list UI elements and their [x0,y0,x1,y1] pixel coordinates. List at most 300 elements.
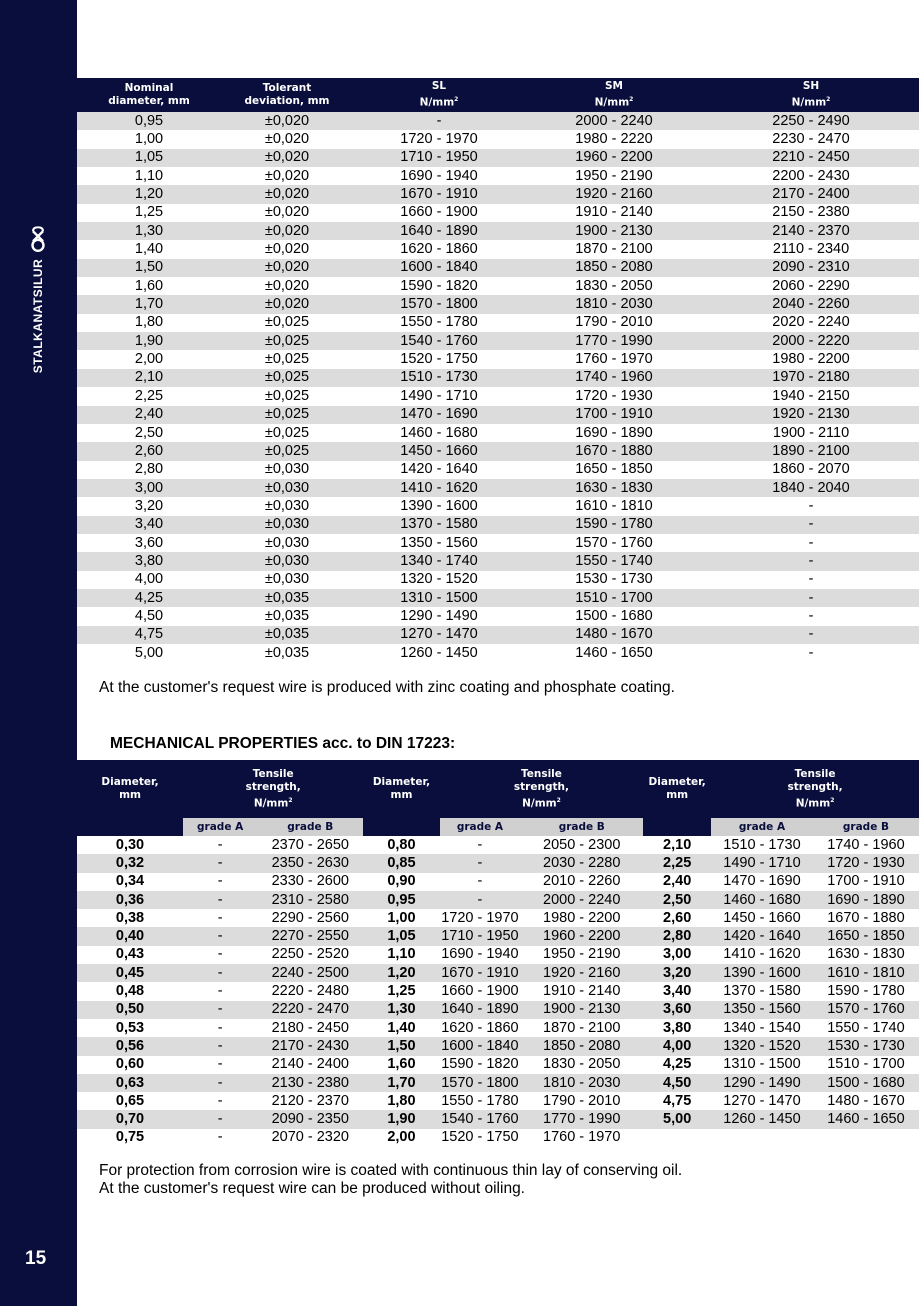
diameter-cell: 0,63 [77,1074,183,1092]
table-cell: ±0,025 [264,387,310,404]
table-row [77,1037,919,1055]
table-row [77,589,919,607]
strength-cell: 1290 - 1490 [711,1074,813,1092]
diameter-cell: 2,80 [643,927,711,945]
table-cell: 1900 - 2130 [525,222,703,240]
column-header [77,78,221,112]
table-cell: ±0,025 [221,442,353,460]
strength-cell: 2370 - 2650 [271,836,349,853]
strength-cell: 1720 - 1970 [441,909,519,926]
table-cell: ±0,020 [221,149,353,167]
table-cell: ±0,035 [264,607,310,624]
table-row [77,571,919,589]
strength-cell: 1600 - 1840 [441,1037,519,1054]
table-cell: ±0,020 [264,167,310,184]
strength-cell: - [217,1129,223,1146]
diameter-cell: 3,40 [663,983,692,1000]
table-cell: 3,60 [134,534,164,551]
table-cell: ±0,020 [264,204,310,221]
table-row [77,607,919,625]
grade-a-header: grade A [440,818,521,836]
strength-cell: 1310 - 1500 [723,1056,801,1073]
table-cell: 1740 - 1960 [525,369,703,387]
table-row [77,149,919,167]
strength-cell: 2120 - 2370 [271,1092,349,1109]
strength-cell: 1450 - 1660 [723,909,801,926]
column-header-line2 [77,95,221,108]
table-row [77,442,919,460]
table-row [77,406,919,424]
tensile-header-line1: Tensile [252,767,294,780]
table-cell: 1720 - 1930 [575,387,653,404]
strength-cell: - [183,1001,257,1019]
table-cell: - [703,626,919,644]
table-cell: 1450 - 1660 [353,442,525,460]
table-row [77,927,919,945]
strength-cell: 1510 - 1700 [827,1056,905,1073]
strength-cell: 1480 - 1670 [827,1092,905,1109]
strength-cell: 1980 - 2200 [543,909,621,926]
table-cell: - [808,534,814,551]
strength-cell: 2130 - 2380 [257,1074,363,1092]
diameter-cell: 0,56 [77,1037,183,1055]
strength-cell: 1690 - 1940 [441,946,519,963]
column-header-line2 [525,93,703,110]
table-cell: 2110 - 2340 [772,241,850,258]
diameter-cell: 0,45 [77,964,183,982]
strength-cell: 1630 - 1830 [827,946,905,963]
column-header-unit: N/mm [791,96,827,109]
table-cell: 2000 - 2240 [525,112,703,130]
table-row [77,1110,919,1128]
diameter-cell: 0,80 [387,836,416,853]
table-cell: 1980 - 2200 [772,351,850,368]
table-row [77,130,919,148]
tensile-header-line1: Tensile [520,767,562,780]
strength-cell: 1610 - 1810 [813,964,919,982]
tensile-header-line2: strength, [787,780,843,793]
sidebar [0,0,77,1306]
table-cell: ±0,035 [264,644,310,661]
tolerance-table [77,78,919,662]
strength-cell: - [477,873,483,890]
table-cell: 2,10 [77,369,221,387]
strength-cell: 1520 - 1750 [441,1129,519,1146]
section-title: MECHANICAL PROPERTIES acc. to DIN 17223: [110,735,456,752]
strength-cell: 1390 - 1600 [711,964,813,982]
diameter-cell: 0,36 [77,891,183,909]
strength-cell: - [183,891,257,909]
table-cell: 1830 - 2050 [575,277,653,294]
diameter-cell: 1,20 [363,964,439,982]
diameter-cell: 0,34 [115,873,145,890]
table-cell: 1860 - 2070 [772,461,850,478]
strength-cell: 1370 - 1580 [723,983,801,1000]
table-row [77,167,919,185]
table-cell: 2,60 [77,442,221,460]
strength-cell: 1530 - 1730 [813,1037,919,1055]
diameter-header-spacer [363,818,439,836]
strength-cell: 1490 - 1710 [711,854,813,872]
table-cell: 1940 - 2150 [772,387,850,404]
table-cell: ±0,025 [264,424,310,441]
tensile-header-line3 [183,794,363,811]
mechanical-properties-table [77,760,919,1147]
table-cell: ±0,020 [264,131,310,148]
strength-cell: 2010 - 2260 [543,873,621,890]
brand-logo-icon [30,227,46,253]
table-row [77,836,919,854]
table-cell: 4,75 [77,626,221,644]
diameter-cell: 0,38 [115,909,145,926]
table-row [77,891,919,909]
strength-cell: - [183,854,257,872]
diameter-cell: 4,25 [663,1056,692,1073]
table-cell: 1270 - 1470 [353,626,525,644]
strength-cell: 1590 - 1820 [441,1056,519,1073]
strength-cell: 1660 - 1900 [441,983,519,1000]
diameter-cell: 0,43 [115,946,145,963]
strength-cell: - [183,1074,257,1092]
strength-cell: 1810 - 2030 [520,1074,643,1092]
diameter-cell [643,1129,711,1147]
diameter-cell: 5,00 [643,1110,711,1128]
table-cell: ±0,030 [221,479,353,497]
table-row [77,516,919,534]
grade-a-header: grade A [711,818,813,836]
table-cell: 3,00 [77,479,221,497]
strength-cell: 1920 - 2160 [520,964,643,982]
table-cell: 1630 - 1830 [525,479,703,497]
table-row [77,1129,919,1147]
tensile-header-line1: Tensile [794,767,836,780]
strength-cell: 2350 - 2630 [257,854,363,872]
strength-cell: 1570 - 1800 [441,1074,519,1091]
table-cell: 1590 - 1780 [525,516,703,534]
table-cell: 1510 - 1700 [525,589,703,607]
table-row [77,1056,919,1074]
table-row [77,295,919,313]
table-cell: 1910 - 2140 [575,204,653,221]
strength-cell: - [217,1019,223,1036]
strength-cell: 2000 - 2240 [520,891,643,909]
table-cell: 1260 - 1450 [400,644,478,661]
strength-cell: 1460 - 1680 [711,891,813,909]
table-cell: 1590 - 1820 [400,277,478,294]
diameter-header-line2: mm [390,789,413,801]
strength-cell: 1270 - 1470 [723,1092,801,1109]
table-cell: 1710 - 1950 [353,149,525,167]
table-cell: 1540 - 1760 [353,332,525,350]
table-cell: 1,05 [77,149,221,167]
strength-cell: 2270 - 2550 [257,927,363,945]
coating-note: At the customer's request wire is produced with zinc coating and phosphate coating. [99,679,675,696]
strength-cell: 1700 - 1910 [827,873,905,890]
mechanical-table-header [77,760,919,818]
table-row [77,424,919,442]
grade-b-header: grade B [257,818,363,836]
table-cell: 1,60 [134,277,164,294]
table-cell: 0,95 [77,112,221,130]
table-cell: 2,50 [134,424,164,441]
strength-cell: 1420 - 1640 [711,927,813,945]
table-cell: 1,50 [77,259,221,277]
strength-cell: 1550 - 1780 [441,1092,519,1109]
table-row [77,222,919,240]
table-cell: 1290 - 1490 [400,607,478,624]
table-row [77,964,919,982]
table-cell: 1670 - 1910 [353,185,525,203]
table-row [77,644,919,662]
diameter-cell: 0,85 [363,854,439,872]
strength-cell: - [217,1092,223,1109]
table-cell: 2,25 [134,387,164,404]
diameter-cell: 1,05 [363,927,439,945]
table-cell: - [808,644,814,661]
table-cell: 2090 - 2310 [703,259,919,277]
strength-cell: 1620 - 1860 [441,1019,519,1036]
strength-cell: - [183,1110,257,1128]
table-cell: 2060 - 2290 [772,277,850,294]
diameter-cell: 4,00 [643,1037,711,1055]
diameter-cell: 1,60 [387,1056,416,1073]
diameter-cell: 2,00 [387,1129,416,1146]
diameter-cell: 0,90 [387,873,416,890]
table-row [77,240,919,258]
table-cell: ±0,020 [221,112,353,130]
table-row [77,479,919,497]
diameter-cell: 0,53 [115,1019,145,1036]
diameter-cell: 1,90 [363,1110,439,1128]
table-cell: 1520 - 1750 [400,351,478,368]
table-cell: ±0,030 [221,552,353,570]
strength-cell: 1340 - 1540 [723,1019,801,1036]
table-cell: 1970 - 2180 [703,369,919,387]
diameter-cell: 1,25 [387,983,416,1000]
table-cell: - [703,589,919,607]
table-cell: 1720 - 1970 [400,131,478,148]
column-header-line1: SL [431,80,447,93]
strength-cell: 1640 - 1890 [441,1001,519,1018]
strength-cell: 2170 - 2430 [257,1037,363,1055]
table-cell: 1,20 [77,185,221,203]
diameter-cell: 0,60 [115,1056,145,1073]
strength-cell: 1510 - 1730 [723,836,801,853]
tensile-header-unit: N/mm [522,797,557,810]
table-cell: 1980 - 2220 [575,131,653,148]
table-row [77,873,919,891]
table-row [77,369,919,387]
table-row [77,314,919,332]
table-cell: ±0,020 [264,241,310,258]
grade-b-header: grade B [520,818,643,836]
strength-cell: 1540 - 1760 [441,1111,519,1128]
diameter-cell: 0,48 [115,983,145,1000]
table-row [77,332,919,350]
diameter-cell: 2,50 [643,891,711,909]
table-cell: 1,30 [77,222,221,240]
table-cell: 2040 - 2260 [703,295,919,313]
oil-note-line1: For protection from corrosion wire is coated with continuous thin lay of conserving oil. [99,1162,683,1179]
strength-cell: - [217,983,223,1000]
diameter-cell: 4,75 [663,1092,692,1109]
strength-cell: 2290 - 2560 [271,909,349,926]
table-cell: 1550 - 1740 [525,552,703,570]
table-cell: 1690 - 1940 [400,167,478,184]
tensile-header-superscript: 2 [288,796,293,804]
strength-cell: 2030 - 2280 [520,854,643,872]
table-row [77,497,919,515]
table-cell: 1340 - 1740 [353,552,525,570]
table-row [77,350,919,368]
tensile-header-line2: strength, [513,780,569,793]
column-header-line1: SM [604,80,623,93]
column-header-unit: N/mm [594,96,630,109]
diameter-cell: 1,50 [363,1037,439,1055]
strength-cell: 1690 - 1890 [813,891,919,909]
table-cell: 2,80 [134,461,164,478]
strength-cell: 1670 - 1880 [827,909,905,926]
strength-cell: 1350 - 1560 [711,1001,813,1019]
strength-cell: - [183,1037,257,1055]
column-header-line2 [353,93,525,110]
table-cell: 1,00 [134,131,164,148]
tensile-header-superscript: 2 [556,796,561,804]
table-row [77,552,919,570]
table-cell: 2150 - 2380 [772,204,850,221]
diameter-header [643,760,711,818]
table-cell: 2000 - 2220 [703,332,919,350]
column-header [353,78,525,112]
strength-cell: 1460 - 1650 [813,1110,919,1128]
column-header-unit: deviation, mm [244,95,330,107]
table-cell: ±0,020 [221,259,353,277]
column-header-superscript: 2 [454,96,459,104]
table-cell: 1410 - 1620 [353,479,525,497]
diameter-cell: 3,20 [643,964,711,982]
strength-cell: - [183,964,257,982]
table-cell: ±0,030 [264,497,310,514]
table-cell: 2200 - 2430 [772,167,850,184]
column-header-superscript: 2 [826,96,831,104]
diameter-cell: 0,30 [115,836,145,853]
strength-cell: 1850 - 2080 [520,1037,643,1055]
column-header-line1: Nominal [124,82,174,94]
strength-cell: - [183,927,257,945]
table-cell: ±0,020 [221,185,353,203]
diameter-header-spacer [643,818,711,836]
table-cell: 1920 - 2160 [525,185,703,203]
tensile-header-line2: strength, [245,780,301,793]
table-cell: ±0,030 [264,571,310,588]
diameter-header-spacer [77,818,183,836]
tolerance-table-header [77,78,919,112]
column-header [221,78,353,112]
oil-note [99,1162,682,1198]
table-cell: 2140 - 2370 [703,222,919,240]
strength-cell: 1740 - 1960 [827,836,905,853]
strength-cell: - [217,946,223,963]
column-header-line1: SH [802,80,820,93]
table-cell: ±0,035 [221,626,353,644]
table-row [77,534,919,552]
table-cell: 4,00 [134,571,164,588]
diameter-cell: 0,75 [115,1129,145,1146]
strength-cell: - [440,891,521,909]
table-cell: 1420 - 1640 [400,461,478,478]
table-cell: ±0,030 [264,461,310,478]
table-cell: - [808,497,814,514]
strength-cell: 1500 - 1680 [813,1074,919,1092]
table-cell: 1500 - 1680 [575,607,653,624]
table-cell: - [353,112,525,130]
table-row [77,387,919,405]
table-cell: 4,50 [134,607,164,624]
strength-cell [813,1129,919,1147]
column-header-superscript: 2 [629,96,634,104]
strength-cell: 1710 - 1950 [441,928,519,945]
oil-note-line2: At the customer's request wire can be produced without oiling. [99,1180,525,1197]
table-cell: 1850 - 2080 [525,259,703,277]
table-cell: 1810 - 2030 [525,295,703,313]
table-cell: 2210 - 2450 [703,149,919,167]
table-cell: - [808,571,814,588]
diameter-cell: 2,40 [663,873,692,890]
table-cell: 1470 - 1690 [353,406,525,424]
grade-b-header: grade B [813,818,919,836]
strength-cell: 1260 - 1450 [711,1110,813,1128]
diameter-cell: 2,10 [663,836,692,853]
strength-cell: 1910 - 2140 [543,983,621,1000]
table-cell: - [703,552,919,570]
strength-cell: 1570 - 1760 [813,1001,919,1019]
table-cell: 1660 - 1900 [400,204,478,221]
strength-cell: - [217,836,223,853]
table-row [77,982,919,1000]
table-cell: 1770 - 1990 [525,332,703,350]
strength-cell: - [477,836,483,853]
table-cell: 1760 - 1970 [575,351,653,368]
diameter-cell: 2,25 [643,854,711,872]
column-header-unit: diameter, mm [108,95,190,107]
table-cell: 1570 - 1800 [353,295,525,313]
table-cell: 5,00 [134,644,164,661]
strength-cell: 2050 - 2300 [543,836,621,853]
diameter-cell: 0,70 [77,1110,183,1128]
table-cell: 1610 - 1810 [575,497,653,514]
table-cell: ±0,025 [221,369,353,387]
table-cell: 1320 - 1520 [400,571,478,588]
table-cell: 2170 - 2400 [703,185,919,203]
diameter-cell: 0,40 [77,927,183,945]
table-cell: 1960 - 2200 [525,149,703,167]
strength-cell: 2310 - 2580 [257,891,363,909]
tensile-header-line3 [440,794,644,811]
table-cell: 1650 - 1850 [575,461,653,478]
diameter-header-line1: Diameter, [372,776,431,788]
table-cell: - [703,516,919,534]
table-cell: 1620 - 1860 [400,241,478,258]
table-row [77,259,919,277]
table-cell: 1390 - 1600 [400,497,478,514]
column-header [703,78,919,112]
table-cell: 2230 - 2470 [772,131,850,148]
diameter-header-line2: mm [666,789,689,801]
strength-cell: 1550 - 1740 [827,1019,905,1036]
table-row [77,112,919,130]
table-cell: 1,90 [77,332,221,350]
strength-cell: 1950 - 2190 [543,946,621,963]
